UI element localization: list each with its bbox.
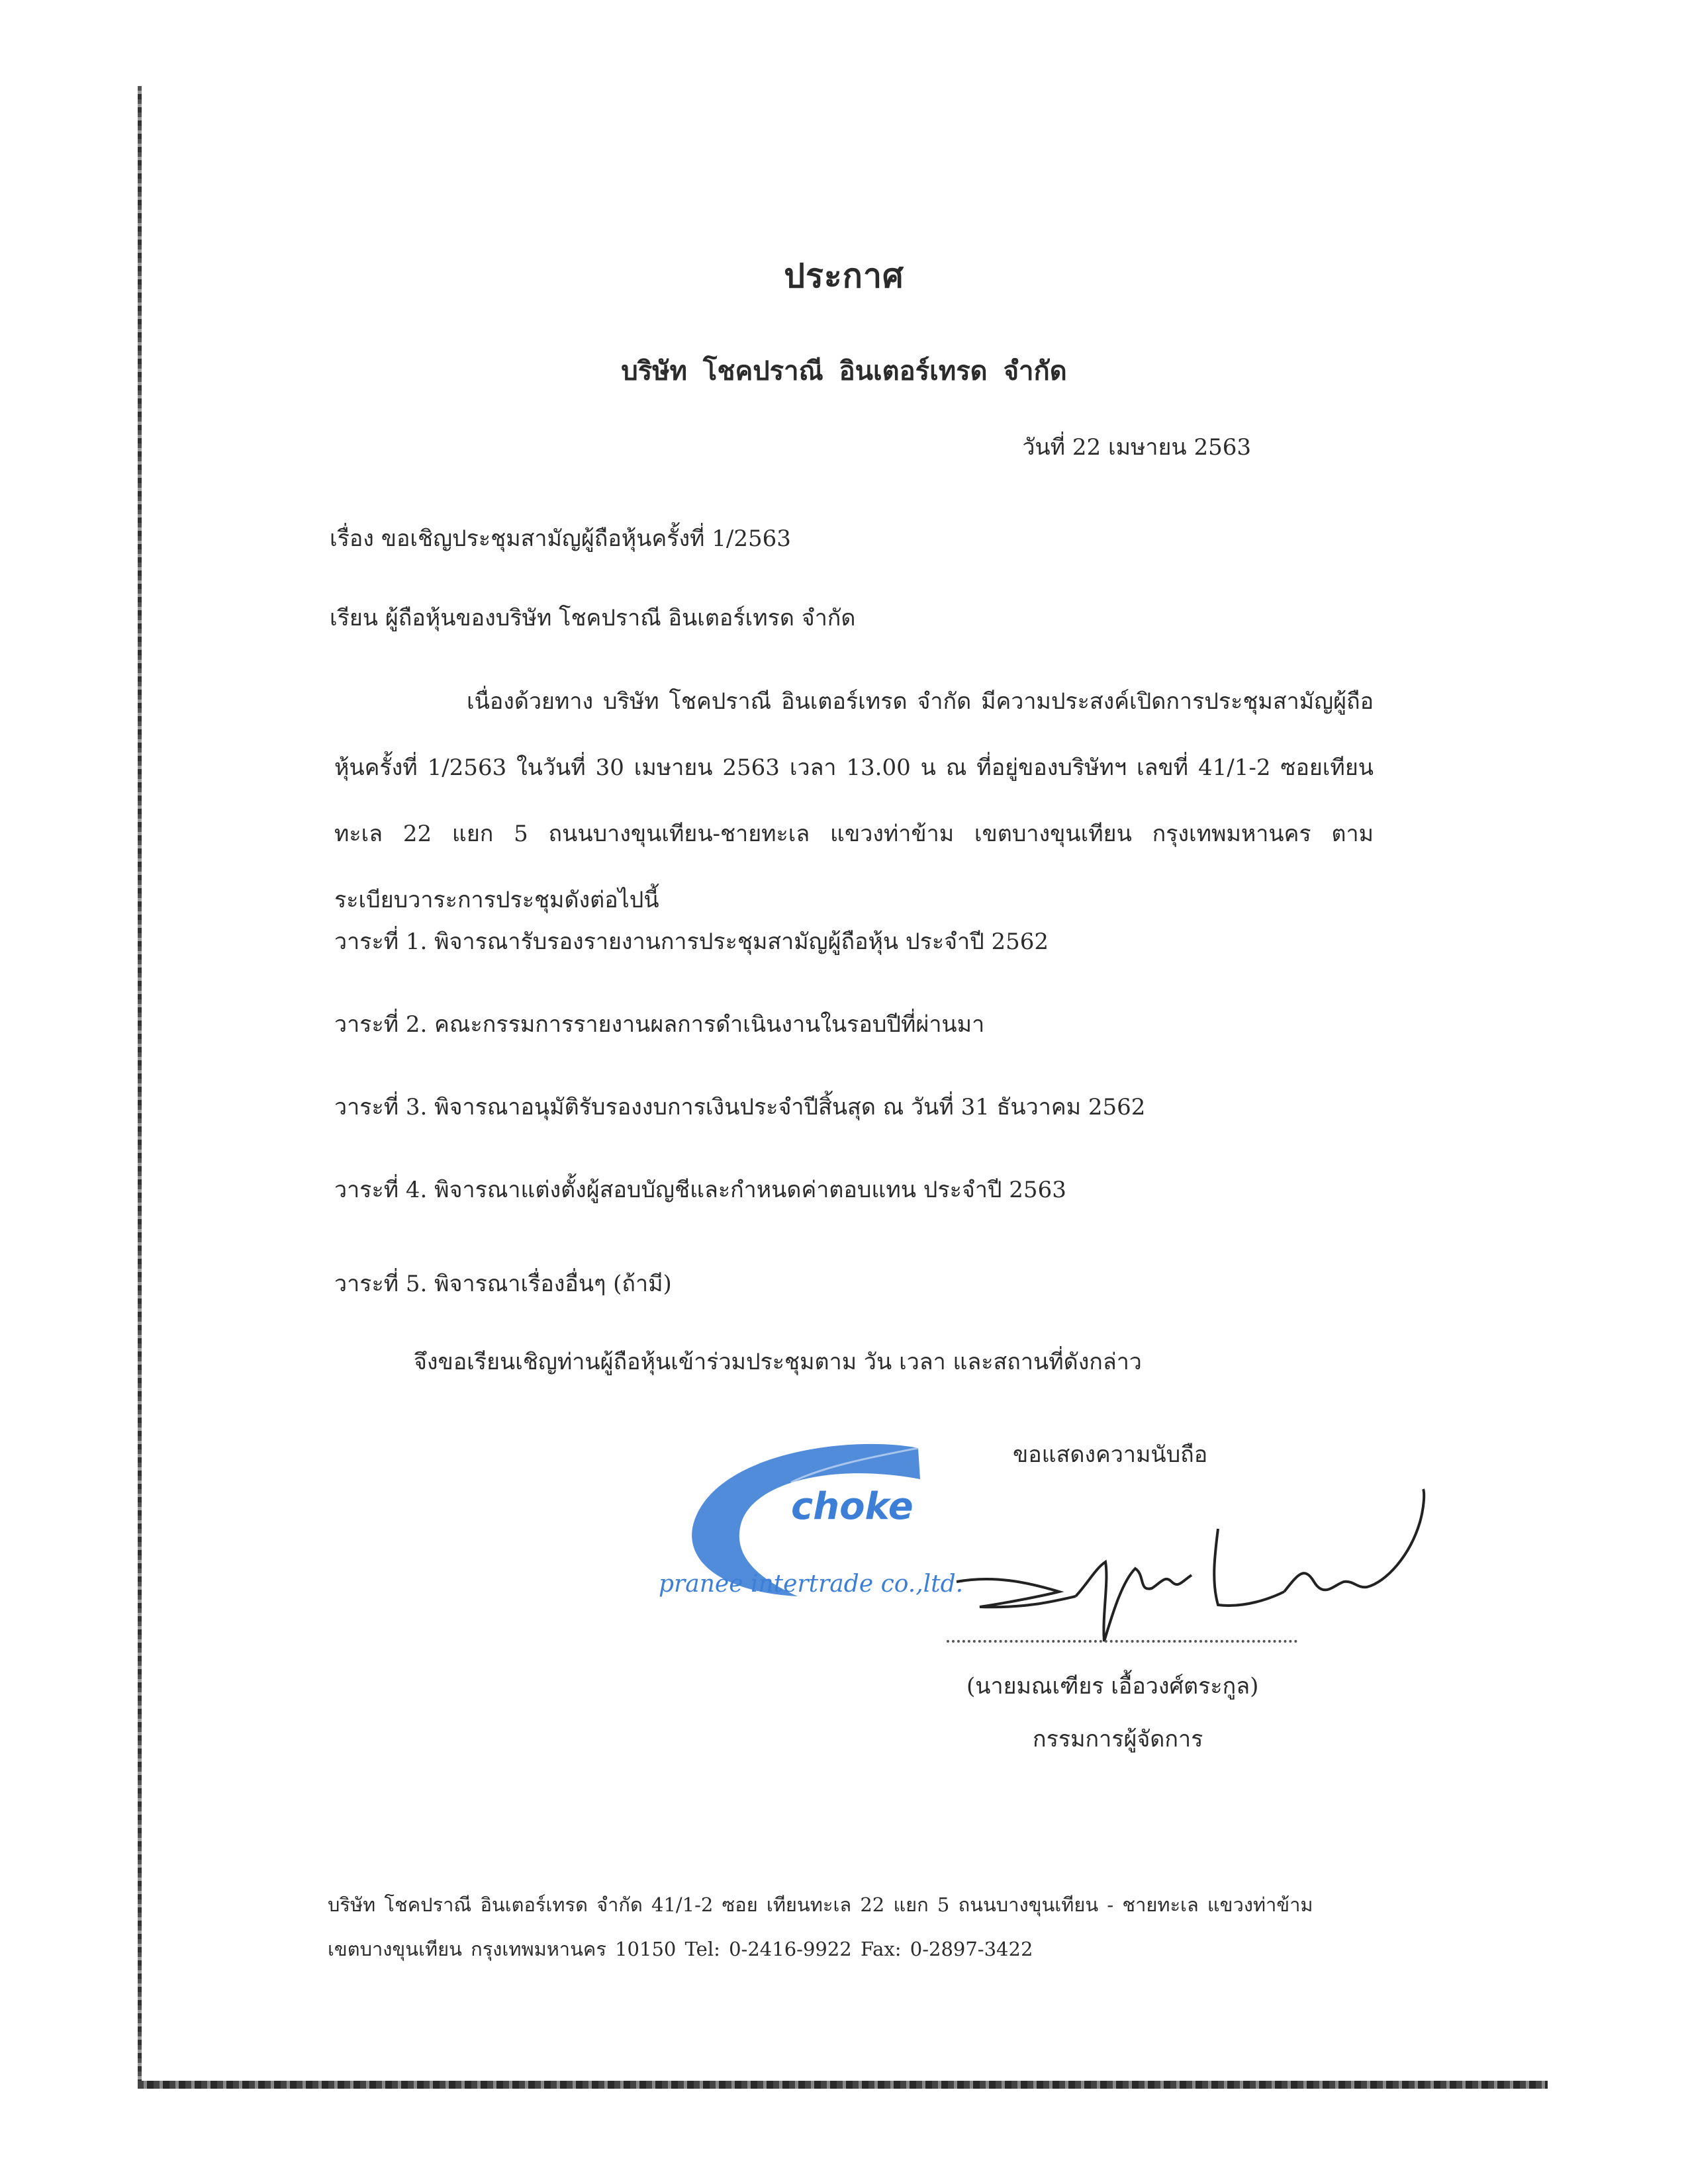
handwritten-signature (953, 1482, 1430, 1655)
recipient-line: เรียน ผู้ถือหุ้นของบริษัท โชคปราณี อินเตอร์เทรด จำกัด (330, 605, 856, 631)
agenda-item-2: วาระที่ 2. คณะกรรมการรายงานผลการดำเนินงานในรอบปีที่ผ่านมา (334, 1011, 985, 1038)
company-heading: บริษัท โชคปราณี อินเตอร์เทรด จำกัด (621, 355, 1067, 387)
scan-edge-bottom (138, 2081, 1548, 2089)
agenda-item-3: วาระที่ 3. พิจารณาอนุมัติรับรองงบการเงินประจำปีสิ้นสุด ณ วันที่ 31 ธันวาคม 2562 (334, 1094, 1146, 1120)
agenda-item-4: วาระที่ 4. พิจารณาแต่งตั้งผู้สอบบัญชีและกำหนดค่าตอบแทน ประจำปี 2563 (334, 1177, 1066, 1203)
signer-title: กรรมการผู้จัดการ (1033, 1726, 1203, 1752)
body-paragraph: เนื่องด้วยทาง บริษัท โชคปราณี อินเตอร์เทรด จำกัด มีความประสงค์เปิดการประชุมสามัญผู้ถือหุ้นครั้งที่ 1/2563 ในวันที่ 30 เมษายน 2563 เวลา 13.00 น ณ ที่อยู่ของบริษัทฯ เลขที่ 41/1-2 ซอยเทียนทะเล 22 แยก 5 ถนนบางขุนเทียน-ชายทะเล แขวงท่าข้าม เขตบางขุนเทียน กรุงเทพมหานคร ตามระเบียบวาระการประชุมดังต่อไปนี้ (334, 688, 1374, 913)
footer-address-line-2: เขตบางขุนเทียน กรุงเทพมหานคร 10150 Tel: 0-2416-9922 Fax: 0-2897-3422 (328, 1938, 1033, 1960)
subject-line: เรื่อง ขอเชิญประชุมสามัญผู้ถือหุ้นครั้งที่ 1/2563 (330, 525, 791, 552)
agenda-item-1: วาระที่ 1. พิจารณารับรองรายงานการประชุมสามัญผู้ถือหุ้น ประจำปี 2562 (334, 929, 1049, 955)
agenda-item-5: วาระที่ 5. พิจารณาเรื่องอื่นๆ (ถ้ามี) (334, 1271, 672, 1297)
document-title: ประกาศ (784, 256, 904, 295)
document-date: วันที่ 22 เมษายน 2563 (1022, 434, 1251, 461)
logo-wordmark: choke (791, 1485, 914, 1528)
signer-name: (นายมณเฑียร เอื้อวงศ์ตระกูล) (966, 1673, 1259, 1700)
closing-line: จึงขอเรียนเชิญท่านผู้ถือหุ้นเข้าร่วมประชุมตาม วัน เวลา และสถานที่ดังกล่าว (414, 1349, 1142, 1375)
logo-subtitle: pranee intertrade co.,ltd. (659, 1570, 964, 1598)
footer-address-line-1: บริษัท โชคปราณี อินเตอร์เทรด จำกัด 41/1-2 ซอย เทียนทะเล 22 แยก 5 ถนนบางขุนเทียน - ชายทะเล แขวงท่าข้าม (328, 1893, 1313, 1916)
regards-line: ขอแสดงความนับถือ (1013, 1441, 1208, 1468)
signature-line (947, 1640, 1297, 1643)
